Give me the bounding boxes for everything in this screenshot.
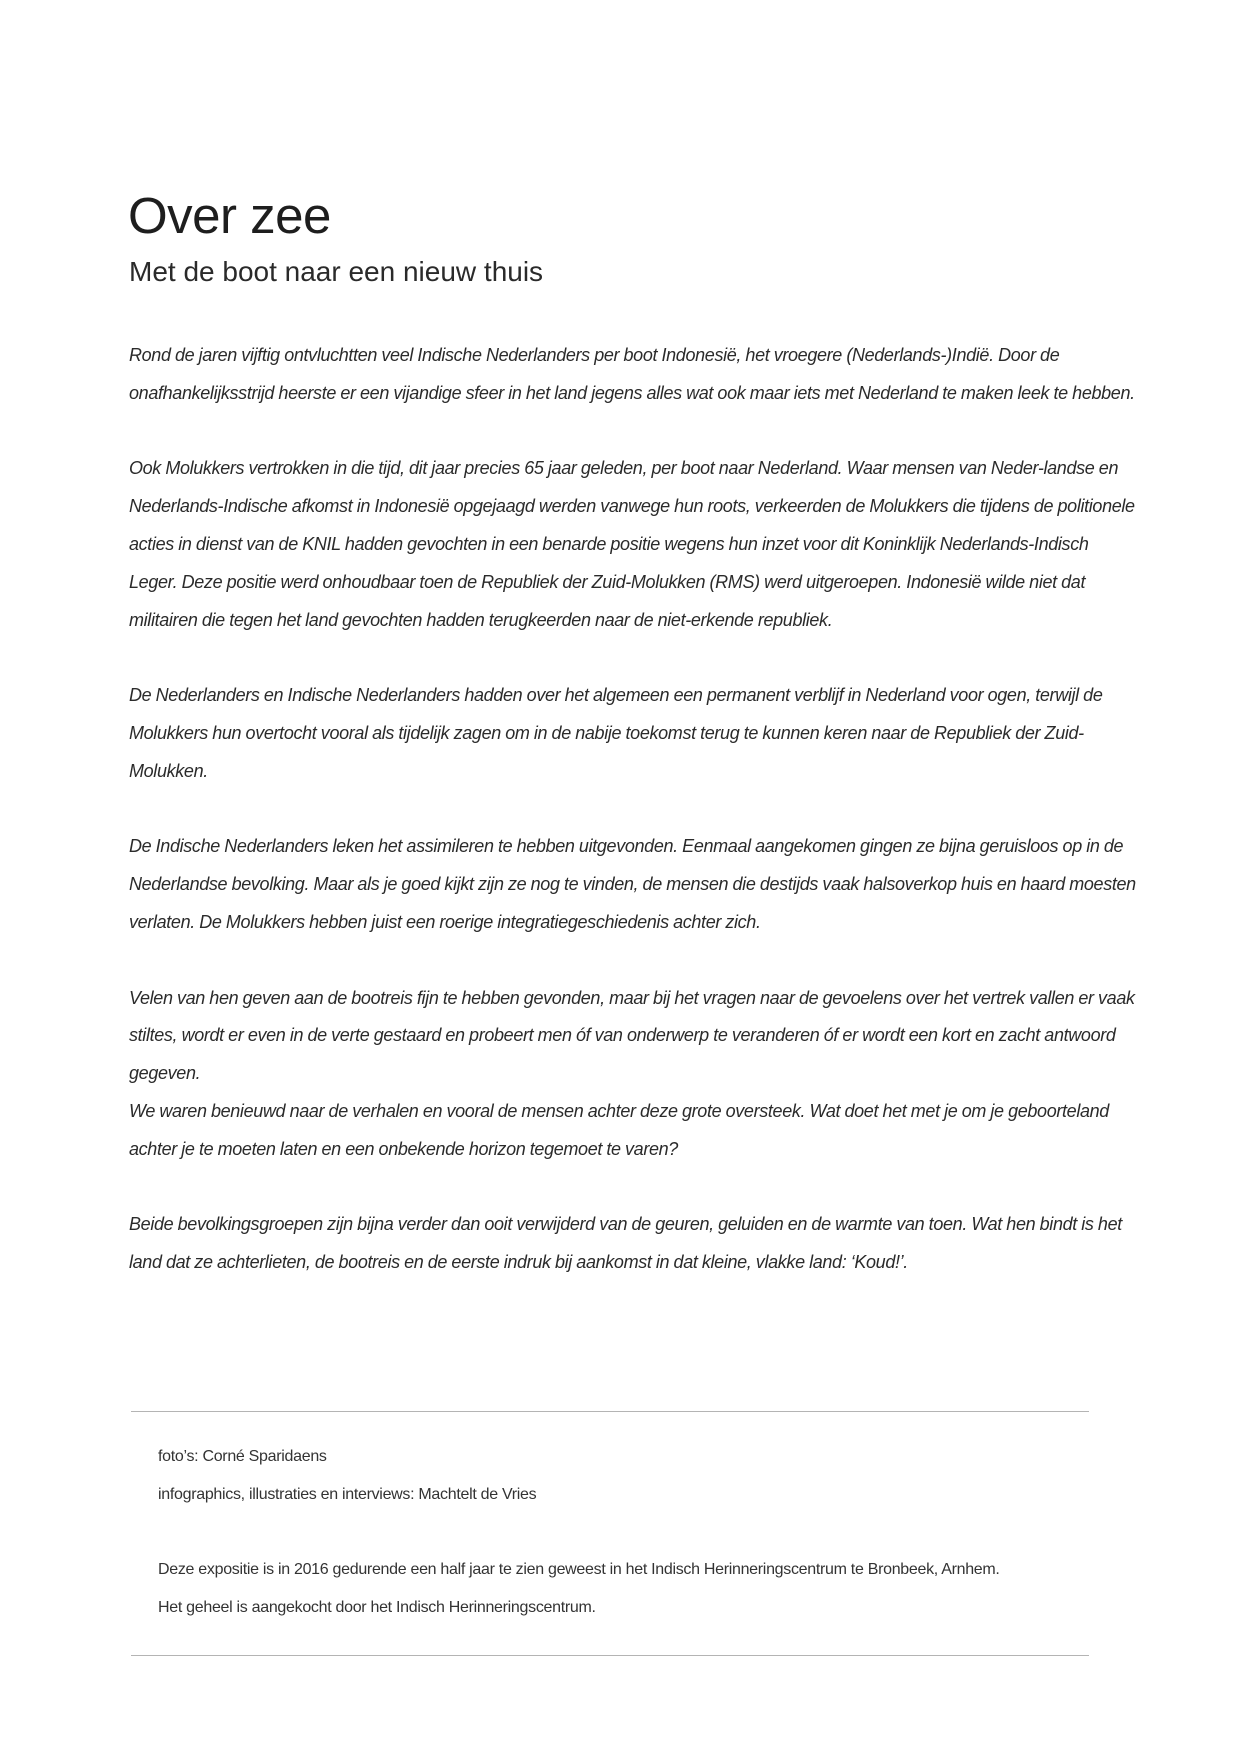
page-title: Over zee xyxy=(128,187,331,244)
divider-bottom xyxy=(131,1655,1089,1656)
paragraph-molukkers: Ook Molukkers vertrokken in die tijd, dit jaar precies 65 jaar geleden, per boot naar Nederland. Waar mensen van Neder-landse en Nederlands-Indische afkomst in Indonesië opgejaagd werden vanwege hun roots, verkeerden de Molukkers die tijdens de politionele acties in dienst van de KNIL hadden gevochten in een benarde positie wegens hun inzet voor dit Koninklijk Nederlands-Indisch Leger. Deze positie werd onhoudbaar toen de Republiek der Zuid-Molukken (RMS) werd uitgeroepen. Indonesië wilde niet dat militairen die tegen het land gevochten hadden terugkeerden naar de niet-erkende republiek. xyxy=(129,458,1135,630)
page-subtitle: Met de boot naar een nieuw thuis xyxy=(129,256,544,287)
paragraph-verblijf: De Nederlanders en Indische Nederlanders hadden over het algemeen een permanent verblijf in Nederland voor ogen, terwijl de Molukkers hun overtocht vooral als tijdelijk zagen om in de nabije toekomst terug te kunnen keren naar de Republiek der Zuid-Molukken. xyxy=(129,685,1103,781)
paragraph-verhalen: We waren benieuwd naar de verhalen en vooral de mensen achter deze grote oversteek. Wat doet het met je om je geboorteland achter je te moeten laten en een onbekende horizon tegemoet te varen? xyxy=(129,1100,1109,1159)
credit-photos: foto’s: Corné Sparidaens xyxy=(158,1448,327,1465)
paragraph-bootreis: Velen van hen geven aan de bootreis fijn te hebben gevonden, maar bij het vragen naar de gevoelens over het vertrek vallen er vaak stiltes, wordt er even in de verte gestaard en probeert men óf van onderwerp te veranderen óf er wordt een kort en zacht antwoord gegeven. xyxy=(129,987,1135,1084)
paragraph-assimilatie: De Indische Nederlanders leken het assimileren te hebben uitgevonden. Eenmaal aangekomen gingen ze bijna geruisloos op in de Nederlandse bevolking. Maar als je goed kijkt zijn ze nog te vinden, de mensen die destijds vaak halsoverkop huis en haard moesten verlaten. De Molukkers hebben juist een roerige integratiegeschiedenis achter zich. xyxy=(129,836,1136,932)
credit-purchase: Het geheel is aangekocht door het Indisch Herinneringscentrum. xyxy=(158,1599,596,1617)
credit-infographics: infographics, illustraties en interviews: Machtelt de Vries xyxy=(158,1485,537,1503)
credits-spacer xyxy=(158,1514,1118,1552)
credits-block xyxy=(158,1438,1118,1627)
divider-top xyxy=(131,1411,1089,1412)
paragraph-conclusie: Beide bevolkingsgroepen zijn bijna verder dan ooit verwijderd van de geuren, geluiden en de warmte van toen. Wat hen bindt is het land dat ze achterlieten, de bootreis en de eerste indruk bij aankomst in dat kleine, vlakke land: ‘Koud!’. xyxy=(129,1214,1122,1273)
credit-exhibition: Deze expositie is in 2016 gedurende een half jaar te zien geweest in het Indisch Herinneringscentrum te Bronbeek, Arnhem. xyxy=(158,1561,1000,1579)
article-body xyxy=(129,337,1139,1320)
paragraph-intro: Rond de jaren vijftig ontvluchtten veel Indische Nederlanders per boot Indonesië, het vroegere (Nederlands-)Indië. Door de onafhankelijksstrijd heerste er een vijandige sfeer in het land jegens alles wat ook maar iets met Nederland te maken leek te hebben. xyxy=(129,345,1135,403)
